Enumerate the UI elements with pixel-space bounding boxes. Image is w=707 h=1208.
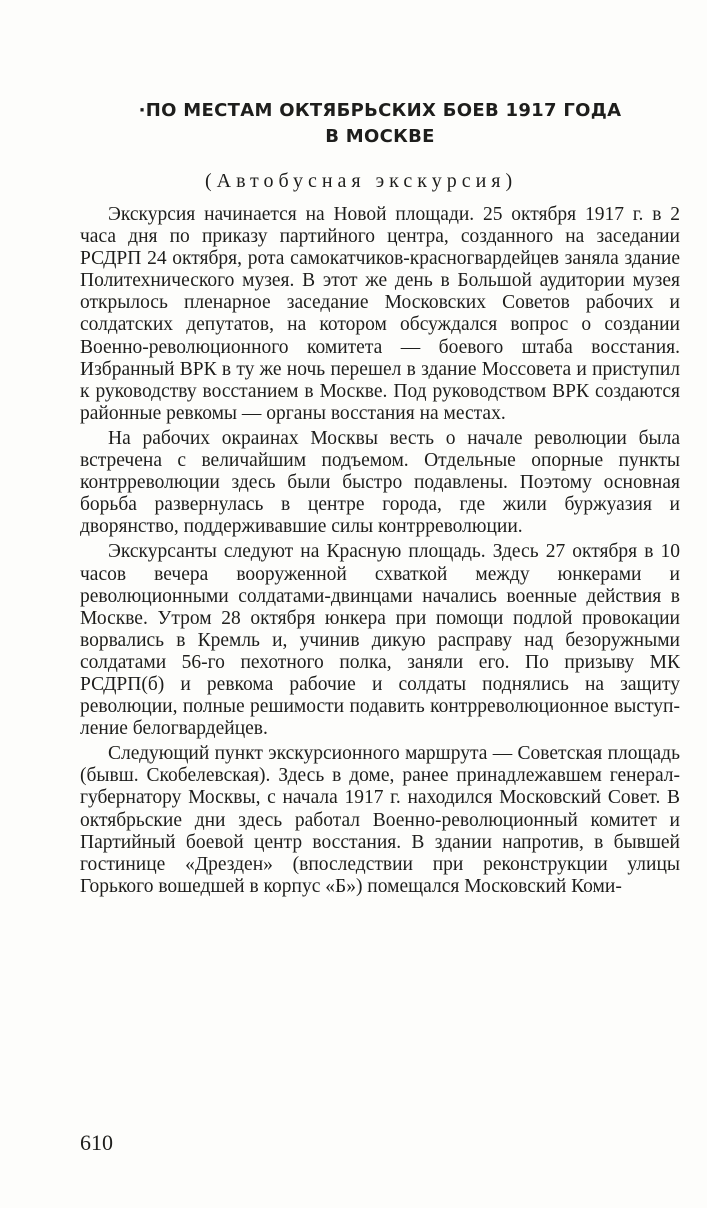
heading-line-2: В МОСКВЕ [325, 126, 435, 147]
paragraph: Экскурсия начинается на Новой площади. 25 октября 1917 г. в 2 часа дня по приказу партийного центра, созданного на заседании РСДРП 24 октября, рота самокатчиков-красногвардейцев заняла здание Политехнического музея. В этот же день в Большой аудитории музея открылось пленарное заседание Московских Советов рабочих и солдатских депутатов, на котором обсуждался вопрос о создании Военно-революционного комитета — боевого штаба восстания. Избранный ВРК в ту же ночь перешел в здание Моссовета и приступил к руководству восстанием в Москве. Под руководством ВРК создаются районные ревкомы — органы восстания на местах. [80, 204, 680, 424]
paragraph: Экскурсанты следуют на Красную площадь. Здесь 27 октября в 10 часов вечера вооруженной схваткой между юнкерами и революционными солдатами-двинцами начались военные действия в Москве. Утром 28 октября юнкера при помощи подлой провокации ворвались в Кремль и, учинив дикую расправу над безоружными солдатами 56-го пехотного полка, заняли его. По призыву МК РСДРП(б) и ревкома рабочие и солдаты поднялись на защиту революции, полные решимости подавить контрреволюционное выступление белогвардейцев. [80, 541, 680, 740]
chapter-heading [80, 98, 680, 150]
paragraph: Следующий пункт экскурсионного маршрута — Советская площадь (бывш. Скобелевская). Здесь в доме, ранее принадлежавшем генерал-губернатору Москвы, с начала 1917 г. находился Московский Совет. В октябрьские дни здесь работал Военно-революционный комитет и Партийный боевой центр восстания. В здании напротив, в бывшей гостинице «Дрезден» (впоследствии при реконструкции улицы Горького вошедшей в корпус «Б») помещался Московский Коми- [80, 743, 680, 897]
paragraph: На рабочих окраинах Москвы весть о начале революции была встречена с величайшим подъемом. Отдельные опорные пункты контрреволюции здесь были быстро подавлены. Поэтому основная борьба развернулась в центре города, где жили буржуазия и дворянство, поддерживавшие силы контрреволюции. [80, 427, 680, 538]
heading-line-1: ·ПО МЕСТАМ ОКТЯБРЬСКИХ БОЕВ 1917 ГОДА [138, 100, 622, 121]
subtitle: (Автобусная экскурсия) [205, 170, 518, 192]
body-text [80, 204, 680, 901]
page-number: 610 [80, 1130, 113, 1155]
